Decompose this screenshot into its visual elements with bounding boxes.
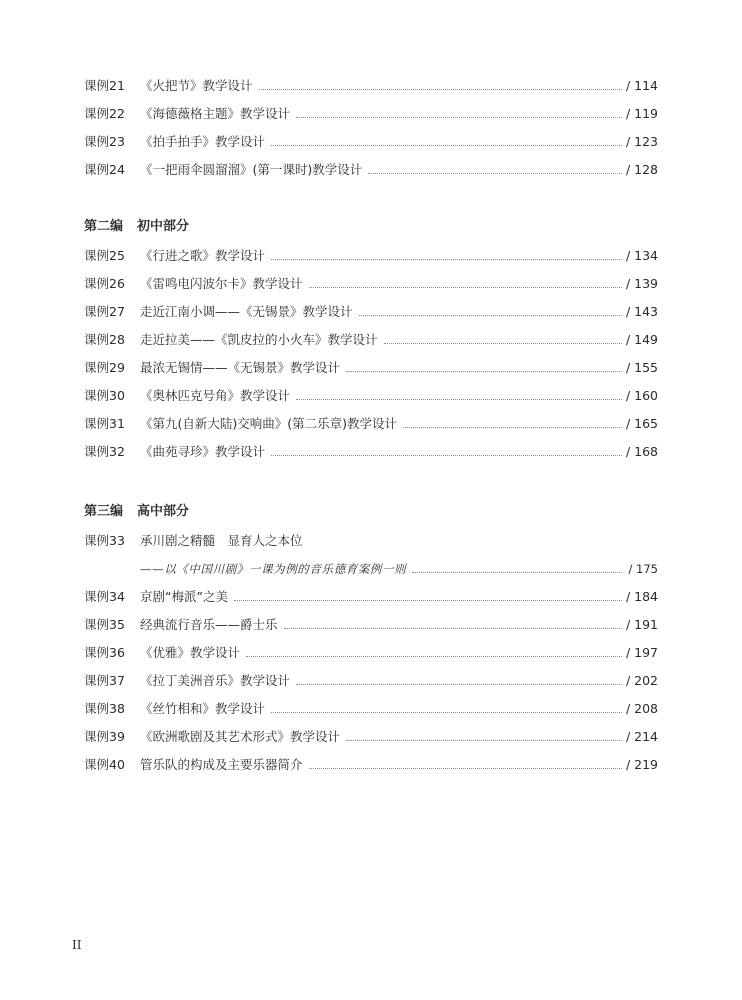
page-number: / 143 — [625, 304, 658, 319]
lesson-title: 《丝竹相和》教学设计 — [140, 701, 266, 716]
page-number: / 175 — [628, 562, 658, 576]
lesson-number: 课例23 — [84, 134, 125, 149]
toc-entry[interactable] — [84, 615, 658, 635]
lesson-number: 课例39 — [84, 729, 125, 744]
lesson-title: 经典流行音乐——爵士乐 — [140, 617, 278, 632]
page-number: / 119 — [625, 106, 658, 121]
page-number: / 114 — [625, 78, 658, 93]
lesson-number: 课例32 — [84, 444, 125, 459]
dot-leader — [309, 755, 622, 775]
lesson-title: 《欧洲歌剧及其艺术形式》教学设计 — [140, 729, 341, 744]
toc-entry[interactable] — [84, 358, 658, 378]
toc-entry[interactable] — [84, 386, 658, 406]
toc-entry[interactable] — [84, 442, 658, 462]
lesson-number: 课例37 — [84, 673, 125, 688]
lesson-title: 《行进之歌》教学设计 — [140, 248, 266, 263]
dot-leader — [359, 302, 622, 322]
lesson-title: 《第九(自新大陆)交响曲》(第二乐章)教学设计 — [140, 416, 398, 431]
dot-leader — [271, 442, 622, 462]
dot-leader — [296, 671, 622, 691]
toc-entry[interactable] — [84, 727, 658, 747]
toc-entry[interactable] — [84, 302, 658, 322]
toc-entry[interactable] — [84, 755, 658, 775]
dot-leader — [271, 699, 622, 719]
toc-entry[interactable] — [84, 274, 658, 294]
page-number: / 168 — [625, 444, 658, 459]
lesson-title: 《奥林匹克号角》教学设计 — [140, 388, 291, 403]
toc-entry[interactable] — [84, 671, 658, 691]
dot-leader — [346, 727, 622, 747]
toc-entry[interactable] — [84, 643, 658, 663]
section-heading — [84, 217, 189, 237]
dot-leader — [271, 132, 622, 152]
lesson-title: 《优雅》教学设计 — [140, 645, 241, 660]
lesson-number: 课例36 — [84, 645, 125, 660]
toc-entry[interactable] — [84, 531, 658, 551]
section-name: 高中部分 — [137, 504, 190, 519]
lesson-number: 课例30 — [84, 388, 125, 403]
lesson-number: 课例33 — [84, 533, 125, 548]
toc-entry[interactable] — [84, 76, 658, 96]
page-number: / 165 — [625, 416, 658, 431]
toc-entry[interactable] — [84, 160, 658, 180]
lesson-title: 《雷鸣电闪波尔卡》教学设计 — [140, 276, 303, 291]
page-number: / 184 — [625, 589, 658, 604]
lesson-number: 课例27 — [84, 304, 125, 319]
page-number: / 202 — [625, 673, 658, 688]
page-number: / 160 — [625, 388, 658, 403]
toc-entry[interactable] — [84, 132, 658, 152]
dot-leader — [403, 414, 622, 434]
lesson-number: 课例31 — [84, 416, 125, 431]
section-name: 初中部分 — [137, 219, 190, 234]
lesson-number: 课例21 — [84, 78, 125, 93]
dot-leader — [284, 615, 622, 635]
lesson-number: 课例22 — [84, 106, 125, 121]
page-number: / 155 — [625, 360, 658, 375]
page-folio: II — [72, 938, 82, 952]
lesson-title: 《海德薇格主题》教学设计 — [140, 106, 291, 121]
toc-entry[interactable] — [84, 699, 658, 719]
lesson-subtitle: ——以《中国川剧》一课为例的音乐德育案例一则 — [140, 562, 407, 576]
dot-leader — [346, 358, 622, 378]
dot-leader — [296, 104, 622, 124]
lesson-number: 课例28 — [84, 332, 125, 347]
lesson-number: 课例35 — [84, 617, 125, 632]
page-number: / 208 — [625, 701, 658, 716]
lesson-title: 《火把节》教学设计 — [140, 78, 253, 93]
page-number: / 219 — [625, 757, 658, 772]
page-number: / 197 — [625, 645, 658, 660]
lesson-number: 课例38 — [84, 701, 125, 716]
lesson-number: 课例29 — [84, 360, 125, 375]
dot-leader — [234, 587, 622, 607]
section-label: 第二编 — [84, 219, 124, 234]
lesson-title: 承川剧之精髓 显育人之本位 — [140, 533, 303, 548]
section-label: 第三编 — [84, 504, 124, 519]
lesson-number: 课例24 — [84, 162, 125, 177]
lesson-title: 走近拉美——《凯皮拉的小火车》教学设计 — [140, 332, 378, 347]
lesson-title: 《拉丁美洲音乐》教学设计 — [140, 673, 291, 688]
lesson-number: 课例25 — [84, 248, 125, 263]
dot-leader — [309, 274, 622, 294]
lesson-title: 京剧“梅派”之美 — [140, 589, 228, 604]
lesson-title: 走近江南小调——《无锡景》教学设计 — [140, 304, 353, 319]
lesson-title: 《一把雨伞圆溜溜》(第一课时)教学设计 — [140, 162, 363, 177]
page-number: / 149 — [625, 332, 658, 347]
lesson-number: 课例40 — [84, 757, 125, 772]
lesson-number: 课例34 — [84, 589, 125, 604]
page-number: / 128 — [625, 162, 658, 177]
lesson-title: 最浓无锡情——《无锡景》教学设计 — [140, 360, 341, 375]
page-number: / 139 — [625, 276, 658, 291]
page-number: / 214 — [625, 729, 658, 744]
toc-entry[interactable] — [84, 330, 658, 350]
page-number: / 191 — [625, 617, 658, 632]
dot-leader — [271, 246, 622, 266]
section-heading — [84, 502, 189, 522]
toc-entry[interactable] — [84, 587, 658, 607]
dot-leader — [259, 76, 622, 96]
page-number: / 123 — [625, 134, 658, 149]
lesson-title: 《曲苑寻珍》教学设计 — [140, 444, 266, 459]
dot-leader — [412, 559, 622, 579]
lesson-title: 管乐队的构成及主要乐器简介 — [140, 757, 303, 772]
toc-entry[interactable] — [84, 104, 658, 124]
dot-leader — [296, 386, 622, 406]
toc-entry-subtitle[interactable] — [84, 559, 658, 579]
dot-leader — [368, 160, 622, 180]
lesson-number: 课例26 — [84, 276, 125, 291]
dot-leader — [384, 330, 622, 350]
dot-leader — [246, 643, 622, 663]
page-number: / 134 — [625, 248, 658, 263]
lesson-title: 《拍手拍手》教学设计 — [140, 134, 266, 149]
toc-entry[interactable] — [84, 414, 658, 434]
toc-entry[interactable] — [84, 246, 658, 266]
